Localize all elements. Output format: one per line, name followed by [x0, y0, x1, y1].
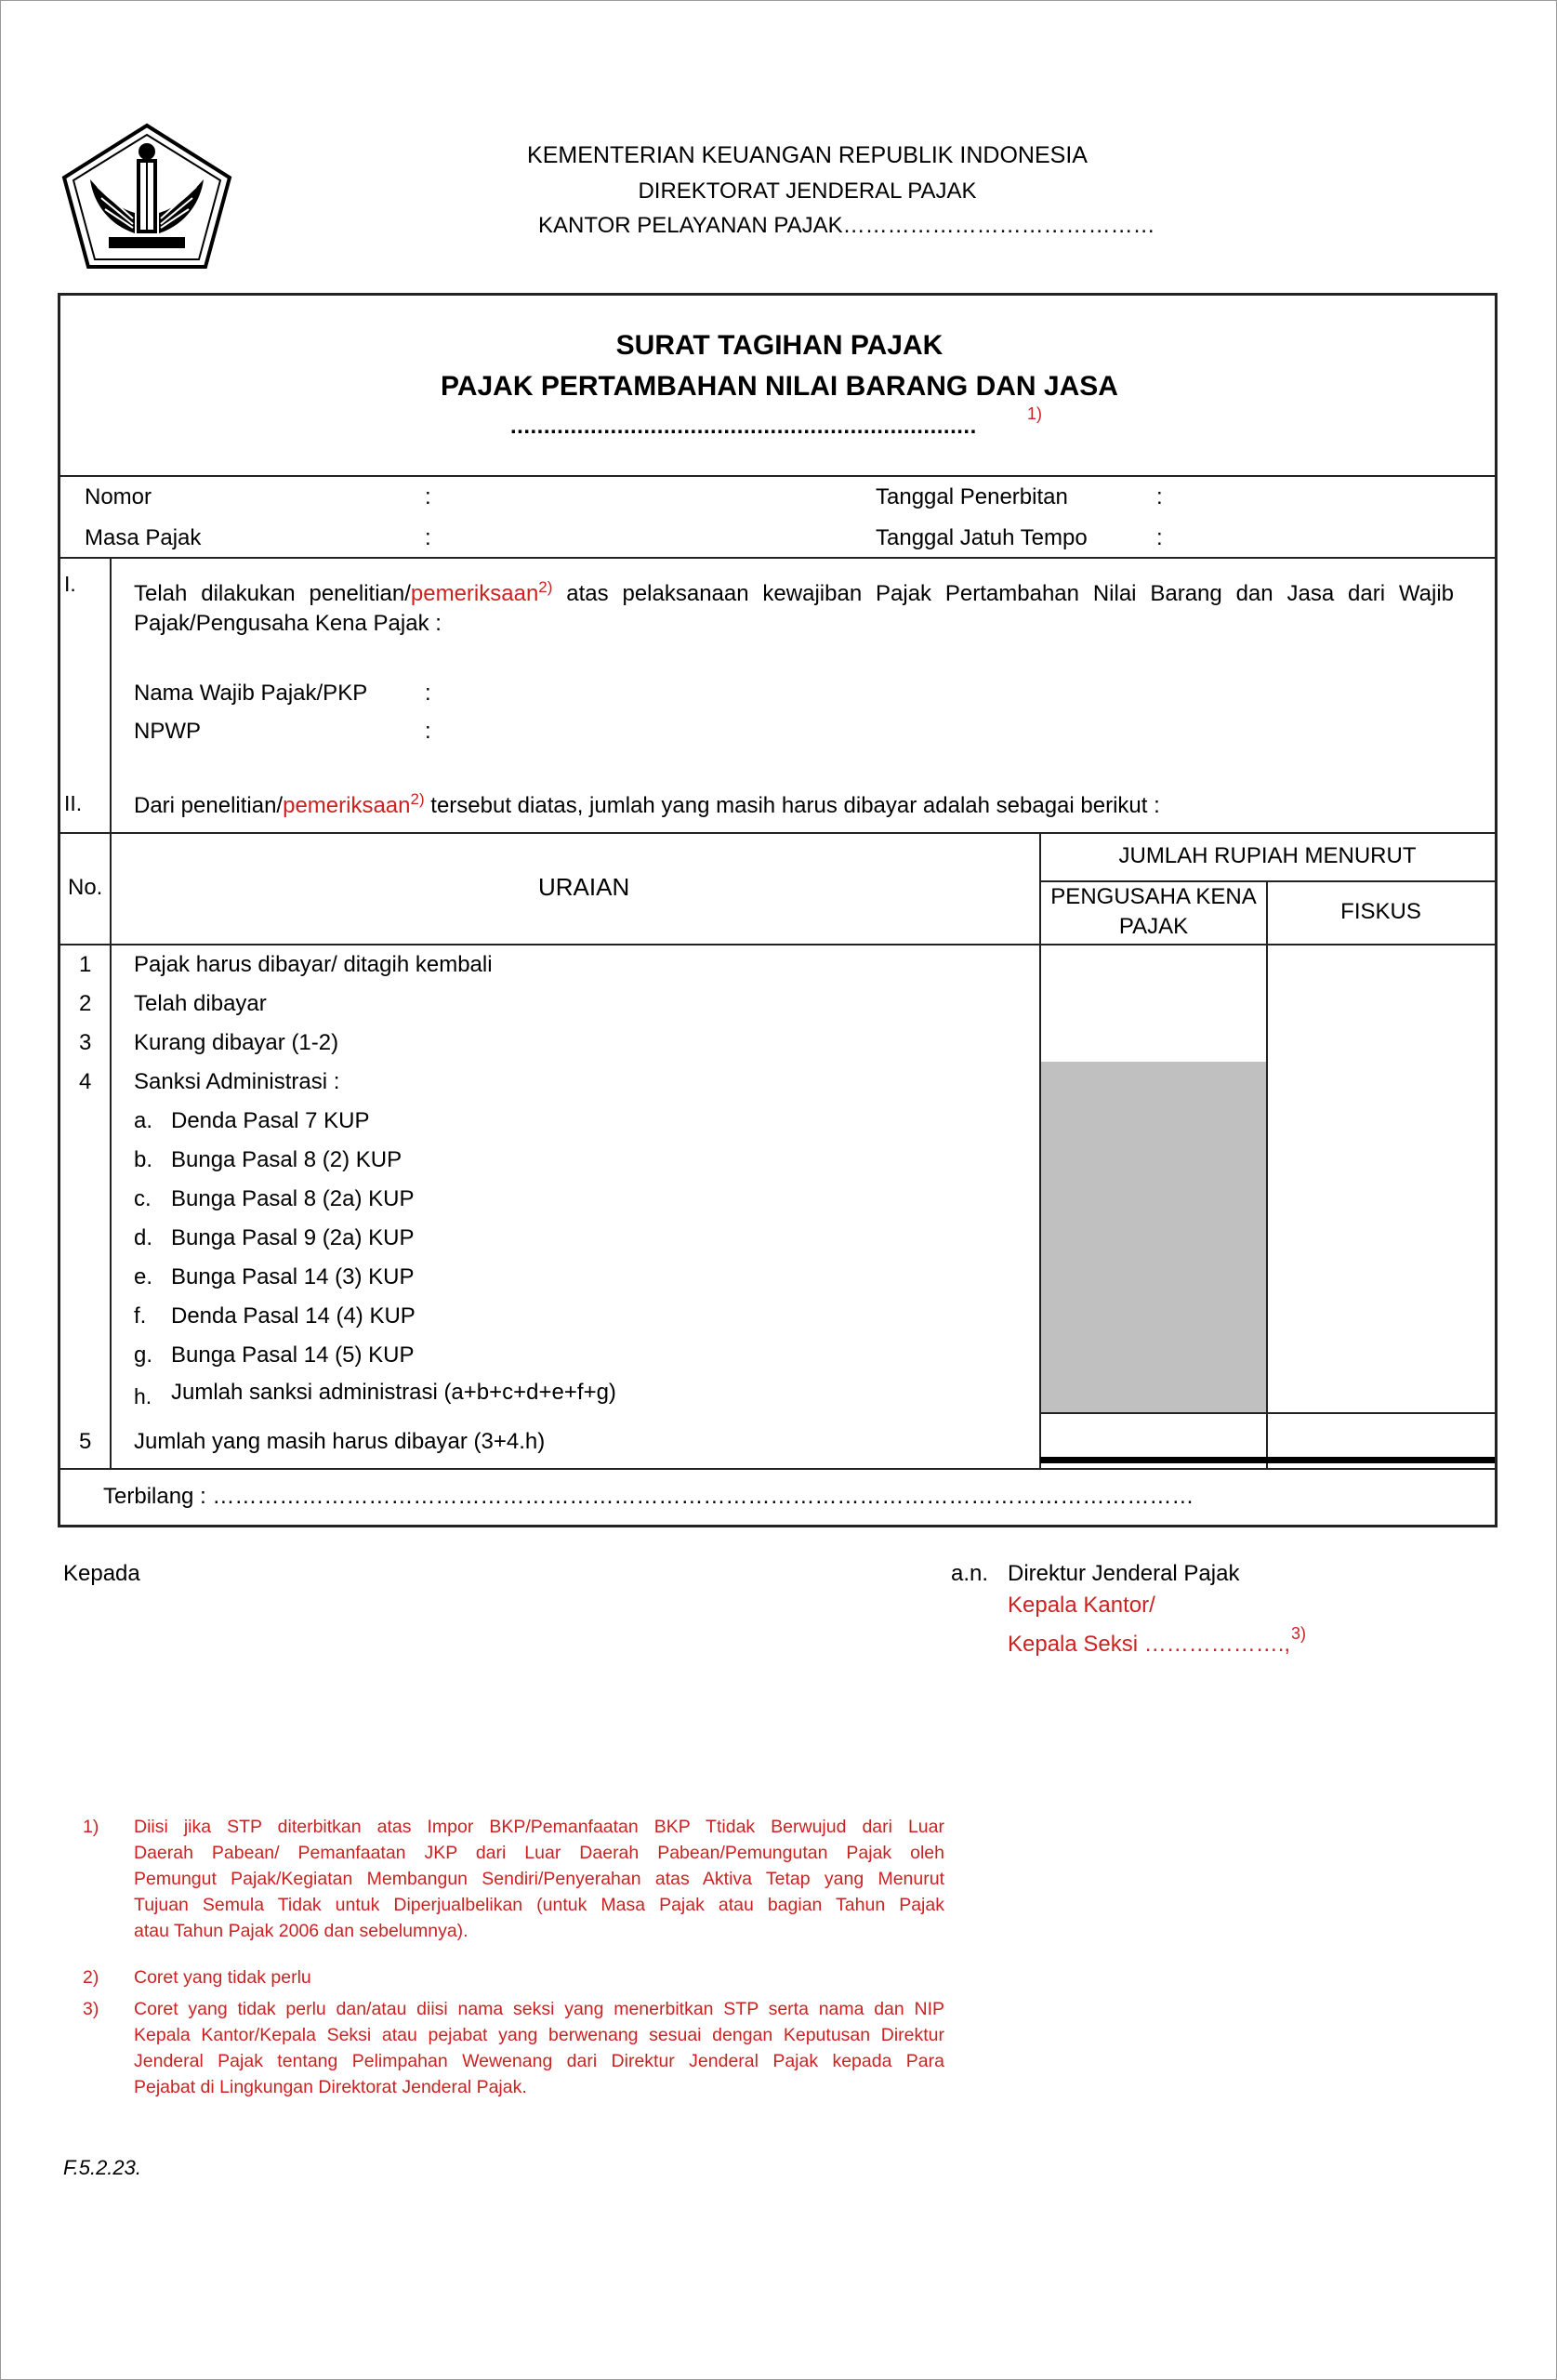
row-label: Sanksi Administrasi : — [134, 1069, 340, 1094]
an-label: a.n. — [951, 1561, 989, 1586]
masa-pajak-label: Masa Pajak — [85, 525, 202, 550]
sub-row-label: Denda Pasal 14 (4) KUP — [171, 1303, 416, 1329]
divider — [58, 832, 1495, 834]
sub-row-letter: h. — [134, 1384, 152, 1408]
head-of-section-label: Kepala Seksi ………………., — [1008, 1632, 1291, 1657]
row-number: 5 — [79, 1429, 92, 1454]
sub-row-letter: d. — [134, 1225, 153, 1250]
col-header-no: No. — [68, 875, 103, 900]
tax-office-name: KANTOR PELAYANAN PAJAK…………………………………… — [538, 213, 1155, 238]
nomor-label: Nomor — [85, 484, 152, 509]
form-code: F.5.2.23. — [63, 2156, 141, 2179]
terbilang-label: Terbilang : — [103, 1484, 213, 1509]
footnote-line: Tujuan Semula Tidak untuk Diperjualbelikan (untuk Masa Pajak atau bagian Tahun Pajak — [134, 1895, 944, 1915]
footnote-line: Jenderal Pajak tentang Pelimpahan Wewenang dari Direktur Jenderal Pajak kepada Para — [134, 2051, 944, 2071]
kepada-label: Kepada — [63, 1561, 140, 1586]
col-header-fiskus: FISKUS — [1340, 899, 1421, 924]
footnote-line: Kepala Kantor/Kepala Seksi atau pejabat yang berwenang sesuai dengan Keputusan Direktur — [134, 2025, 944, 2045]
colon: : — [1156, 484, 1163, 509]
terbilang-line — [103, 1484, 1194, 1510]
left-column-rule — [110, 559, 112, 1470]
footnote-3-text — [134, 1996, 944, 2100]
form-subtitle: PAJAK PERTAMBAHAN NILAI BARANG DAN JASA — [441, 371, 1118, 402]
sub-row-letter: c. — [134, 1186, 152, 1211]
footnote-number: 2) — [83, 1967, 99, 1988]
section-1-text-c: Pajak/Pengusaha Kena Pajak : — [134, 611, 442, 636]
section-2-text — [134, 790, 1160, 819]
title-footnote-ref: 1) — [1027, 404, 1043, 423]
terbilang-blank: …………………………………………………………………………………………………………………… — [212, 1484, 1194, 1509]
sub-row-letter: b. — [134, 1147, 153, 1172]
due-date-label: Tanggal Jatuh Tempo — [876, 525, 1088, 550]
col-header-uraian: URAIAN — [538, 873, 630, 901]
footnote-ref: 2) — [410, 790, 425, 808]
sub-row-label: Denda Pasal 7 KUP — [171, 1108, 370, 1133]
divider — [58, 475, 1495, 477]
row-number: 4 — [79, 1069, 92, 1094]
footnote-ref: 3) — [1291, 1624, 1307, 1643]
sub-row-letter: g. — [134, 1342, 153, 1368]
col-header-jumlah: JUMLAH RUPIAH MENURUT — [1118, 843, 1417, 868]
sub-row-label: Bunga Pasal 8 (2a) KUP — [171, 1186, 415, 1211]
row-label: Pajak harus dibayar/ ditagih kembali — [134, 952, 493, 977]
section-1-text-red: pemeriksaan — [410, 581, 539, 606]
fiskus-column-rule — [1266, 880, 1268, 1470]
directorate-name: DIREKTORAT JENDERAL PAJAK — [638, 178, 977, 204]
divider — [58, 557, 1495, 559]
sub-row-label: Bunga Pasal 14 (5) KUP — [171, 1342, 415, 1368]
sub-row-label: Jumlah sanksi administrasi (a+b+c+d+e+f+g) — [171, 1380, 616, 1405]
sub-row-letter: a. — [134, 1108, 153, 1133]
row-number: 2 — [79, 991, 92, 1016]
shaded-cell — [1041, 1062, 1266, 1413]
footnote-line: Diisi jika STP diterbitkan atas Impor BKP/Pemanfaatan BKP Ttidak Berwujud dari Luar — [134, 1817, 944, 1837]
title-blank: ...................................................................... — [510, 414, 977, 439]
double-rule — [1040, 1457, 1495, 1463]
col-header-pkp-2: PAJAK — [1118, 914, 1189, 939]
footnote-line: Pemungut Pajak/Kegiatan Membangun Sendiri/Penyerahan atas Aktiva Tetap yang Menurut — [134, 1869, 944, 1889]
footnote-ref: 2) — [538, 578, 553, 596]
taxpayer-name-label: Nama Wajib Pajak/PKP — [134, 681, 368, 706]
footnote-1-text — [134, 1814, 944, 1944]
npwp-label: NPWP — [134, 719, 201, 744]
footnote-line: Pejabat di Lingkungan Direktorat Jenderal Pajak. — [134, 2077, 527, 2097]
divider — [58, 944, 1495, 945]
footnote-number: 3) — [83, 1999, 99, 2019]
section-1-number: I. — [64, 572, 76, 596]
colon: : — [425, 681, 431, 706]
sub-row-label: Bunga Pasal 9 (2a) KUP — [171, 1225, 415, 1250]
section-1-text — [134, 578, 1454, 607]
section-2-text-b: tersebut diatas, jumlah yang masih harus dibayar adalah sebagai berikut : — [424, 793, 1160, 818]
form-title: SURAT TAGIHAN PAJAK — [615, 330, 943, 361]
footnote-2-text: Coret yang tidak perlu — [134, 1967, 311, 1988]
section-1-text-a: Telah dilakukan penelitian/ — [134, 581, 411, 606]
footnote-line: atau Tahun Pajak 2006 dan sebelumnya). — [134, 1921, 468, 1941]
colon: : — [425, 484, 431, 509]
sub-row-letter: f. — [134, 1303, 147, 1329]
row-number: 3 — [79, 1030, 92, 1055]
row-label: Jumlah yang masih harus dibayar (3+4.h) — [134, 1429, 546, 1454]
sub-row-label: Bunga Pasal 14 (3) KUP — [171, 1264, 415, 1289]
footnote-number: 1) — [83, 1817, 99, 1837]
row-number: 1 — [79, 952, 92, 977]
section-2-text-red: pemeriksaan — [283, 793, 411, 818]
divider — [58, 1468, 1495, 1470]
head-of-office-label: Kepala Kantor/ — [1008, 1593, 1155, 1618]
section-2-text-a: Dari penelitian/ — [134, 793, 284, 818]
sub-row-label: Bunga Pasal 8 (2) KUP — [171, 1147, 402, 1172]
section-2-number: II. — [64, 791, 83, 815]
section-1-text-b: atas pelaksanaan kewajiban Pajak Pertambahan Nilai Barang dan Jasa dari Wajib — [552, 581, 1454, 606]
sub-row-letter: e. — [134, 1264, 153, 1289]
row-label: Kurang dibayar (1-2) — [134, 1030, 339, 1055]
divider — [1040, 1412, 1495, 1414]
ministry-name: KEMENTERIAN KEUANGAN REPUBLIK INDONESIA — [527, 142, 1088, 168]
footnote-line: Daerah Pabean/ Pemanfaatan JKP dari Luar Daerah Pabean/Pemungutan Pajak oleh — [134, 1843, 944, 1863]
colon: : — [1156, 525, 1163, 550]
col-header-pkp-1: PENGUSAHA KENA — [1050, 884, 1257, 909]
issue-date-label: Tanggal Penerbitan — [876, 484, 1068, 509]
colon: : — [425, 525, 431, 550]
director-general-label: Direktur Jenderal Pajak — [1008, 1561, 1240, 1586]
row-label: Telah dibayar — [134, 991, 267, 1016]
footnote-line: Coret yang tidak perlu dan/atau diisi nama seksi yang menerbitkan STP serta nama dan NIP — [134, 1999, 944, 2019]
colon: : — [425, 719, 431, 744]
